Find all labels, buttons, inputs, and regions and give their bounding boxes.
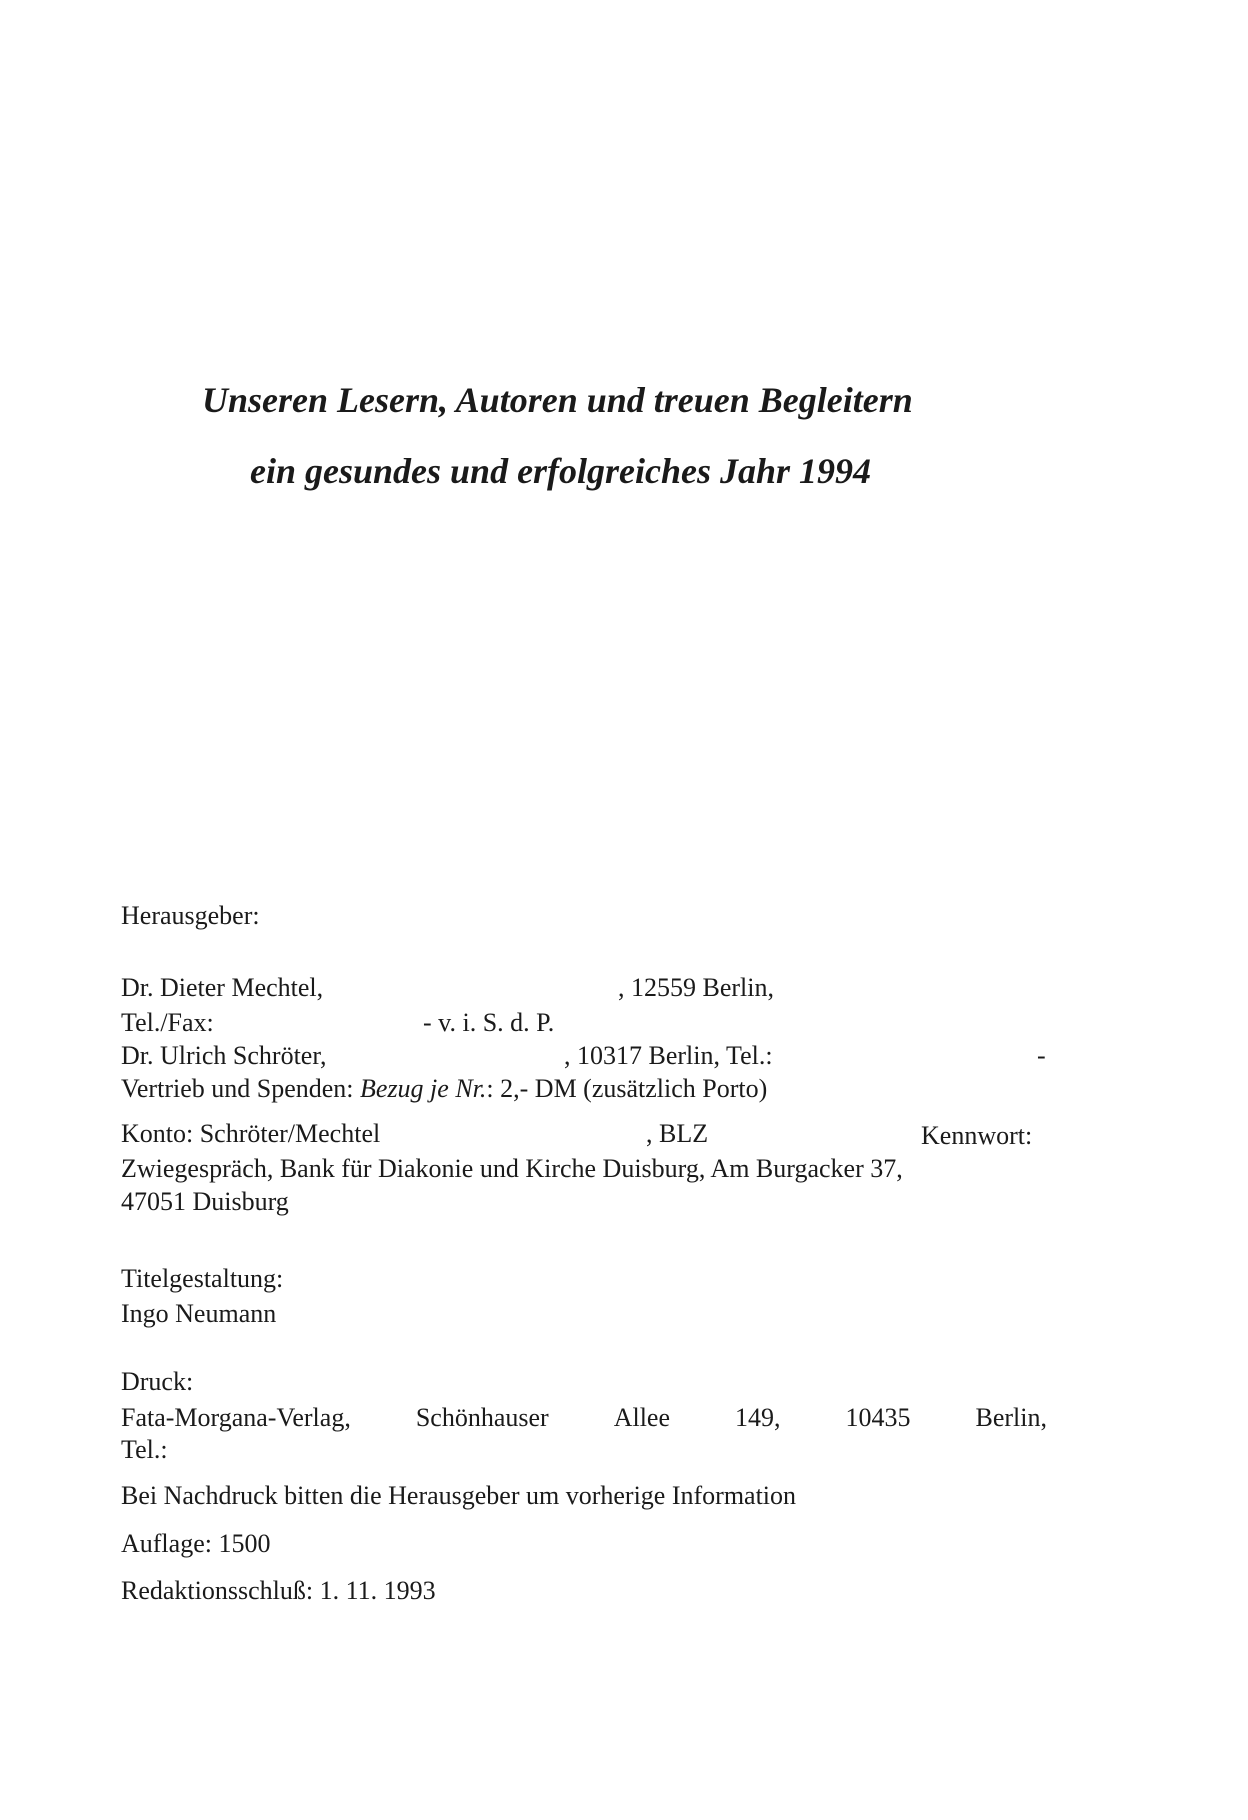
konto-kennwort: Kennwort: xyxy=(921,1121,1033,1150)
mechtel-tel: Tel./Fax: xyxy=(121,1008,214,1037)
konto-line-2: Zwiegespräch, Bank für Diakonie und Kirche Duisburg, Am Burgacker 37, xyxy=(121,1154,903,1183)
vertrieb-label: Vertrieb und Spenden: xyxy=(121,1074,354,1103)
titel-value: Ingo Neumann xyxy=(121,1299,277,1328)
druck-word: Fata-Morgana-Verlag, xyxy=(121,1403,351,1432)
druck-tel: Tel.: xyxy=(121,1435,168,1464)
mechtel-city: , 12559 Berlin, xyxy=(618,973,774,1002)
druck-word: Allee xyxy=(613,1403,670,1432)
druck-word: 149, xyxy=(735,1403,781,1432)
auflage: Auflage: 1500 xyxy=(121,1529,271,1558)
redaktionsschluss: Redaktionsschluß: 1. 11. 1993 xyxy=(121,1576,436,1605)
vertrieb-line xyxy=(121,1073,767,1105)
mechtel-name: Dr. Dieter Mechtel, xyxy=(121,973,324,1002)
druck-address xyxy=(121,1402,1047,1434)
schroeter-dash: - xyxy=(1037,1041,1046,1070)
herausgeber-label: Herausgeber: xyxy=(121,901,260,930)
nachdruck-notice: Bei Nachdruck bitten die Herausgeber um vorherige Information xyxy=(121,1481,797,1510)
schroeter-city: , 10317 Berlin, Tel.: xyxy=(564,1041,773,1070)
druck-label: Druck: xyxy=(121,1367,194,1396)
bezug-label: Bezug je Nr. xyxy=(360,1074,487,1103)
druck-word: 10435 xyxy=(845,1403,911,1432)
konto-blz: , BLZ xyxy=(646,1119,709,1148)
schroeter-name: Dr. Ulrich Schröter, xyxy=(121,1041,327,1070)
konto-label: Konto: Schröter/Mechtel xyxy=(121,1119,381,1148)
druck-word: Schönhauser xyxy=(415,1403,549,1432)
bezug-value: : 2,- DM (zusätzlich Porto) xyxy=(486,1074,768,1103)
dedication-line-1: Unseren Lesern, Autoren und treuen Begleitern xyxy=(202,380,913,420)
dedication-line-2: ein gesundes und erfolgreiches Jahr 1994 xyxy=(250,451,872,491)
druck-word: Berlin, xyxy=(975,1403,1047,1432)
konto-line-3: 47051 Duisburg xyxy=(121,1187,289,1216)
titel-label: Titelgestaltung: xyxy=(121,1264,284,1293)
mechtel-visdp: - v. i. S. d. P. xyxy=(423,1008,555,1037)
